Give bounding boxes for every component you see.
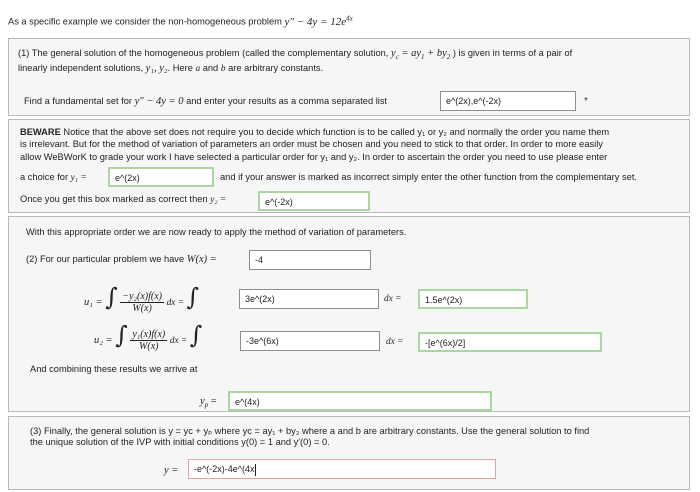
beware-line3: allow WeBWorK to grade your work I have selected a particular order for y₁ and y₂. In order to ascertain the order you need to use please enter: [20, 152, 608, 162]
intro-text: As a specific example we consider the non-homogeneous problem: [8, 16, 282, 27]
yp-input[interactable]: e^(4x): [228, 391, 492, 411]
u2-dx-label: dx =: [386, 337, 404, 347]
y-solution-label: y =: [164, 465, 179, 476]
yp-label: $y_p$ =: [200, 396, 217, 410]
intro-equation: $y'' - 4y = 12e^{4x}$: [284, 14, 353, 28]
combining-text: And combining these results we arrive at: [30, 364, 198, 374]
beware-line2: is irrelevant. But for the method of variation of parameters an order must be chosen and you need to stick to that order. In order to more easily: [20, 139, 603, 149]
u2-formula: u₂ = ∫ $\frac{\text{y₁(x)f(x)}}{W(x)}$ dx = ∫: [94, 321, 203, 353]
part1-line1: (1) The general solution of the homogeneous problem (called the complementary solution, $y_c = ay_1 + by_2$ ) is given in terms of a pair of: [18, 48, 573, 62]
method-intro-text: With this appropriate order we are now ready to apply the method of variation of parameters.: [26, 227, 407, 237]
u1-result-input[interactable]: 1.5e^(2x): [418, 289, 528, 309]
y-solution-input[interactable]: [188, 459, 496, 479]
y2-choice-input[interactable]: e^(-2x): [258, 191, 370, 211]
choice-suffix-text: and if your answer is marked as incorrect simply enter the other function from the complementary set.: [220, 172, 637, 182]
problem-intro: [8, 14, 353, 28]
text-cursor: [255, 464, 256, 476]
once-correct-prompt: Once you get this box marked as correct then y₂ =: [20, 194, 227, 205]
u2-result-input[interactable]: -[e^(6x)/2]: [418, 332, 602, 352]
part3-line1: (3) Finally, the general solution is y = yᴄ + yₚ where yᴄ = ay₁ + by₂ where a and b are arbitrary constants. Use the general solution to find: [30, 426, 590, 436]
y-solution-text: -e^(-2x)-4e^(4x: [194, 464, 255, 474]
choice-y1-prompt: a choice for y₁ =: [20, 172, 87, 183]
part1-line2: linearly independent solutions, y₁, y₂. Here a and b are arbitrary constants.: [18, 63, 324, 74]
beware-line1: BEWARE Notice that the above set does not require you to decide which function is to be called y₁ or y₂ and normally the order you name them: [20, 127, 610, 137]
u1-integrand-input[interactable]: 3e^(2x): [239, 289, 379, 309]
find-fundamental-set-prompt: Find a fundamental set for y″ − 4y = 0 and enter your results as a comma separated list: [24, 96, 388, 107]
u1-formula: u₁ = ∫ $\frac{\text{−y₂(x)f(x)}}{W(x)}$ dx = ∫: [84, 283, 200, 315]
wronskian-prompt: (2) For our particular problem we have W(x) =: [26, 254, 217, 265]
wronskian-input[interactable]: -4: [249, 250, 371, 270]
u1-dx-label: dx =: [384, 294, 402, 304]
required-star: *: [584, 96, 588, 107]
fundamental-set-input[interactable]: e^(2x),e^(-2x): [440, 91, 576, 111]
part3-line2: the unique solution of the IVP with initial conditions y(0) = 1 and y′(0) = 0.: [30, 437, 330, 447]
y1-choice-input[interactable]: e^(2x): [108, 167, 214, 187]
u2-integrand-input[interactable]: -3e^(6x): [240, 331, 380, 351]
